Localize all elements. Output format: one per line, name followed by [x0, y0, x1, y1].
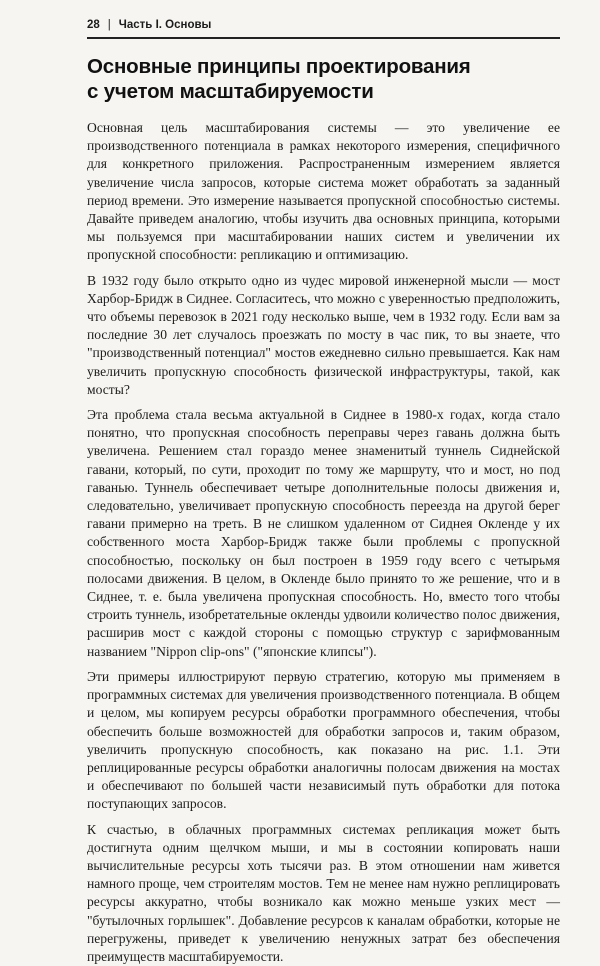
paragraph-4: Эти примеры иллюстрируют первую стратегию, которую мы применяем в программных системах для увеличения производственного потенциала. В общем и целом, мы копируем ресурсы обработки программного обеспечения, чтобы обеспечить больше возможностей для обработки запросов и, таким образом, увеличить пропускную способность, как показано на рис. 1.1. Эти реплицированные ресурсы обработки аналогичны полосам движения на мостах и обеспечивают по большей части независимый путь обработки для потока поступающих запросов.: [87, 668, 560, 812]
running-header: [87, 16, 560, 34]
paragraph-1: Основная цель масштабирования системы — это увеличение ее производственного потенциала в рамках некоторого измерения, специфичного для конкретного приложения. Распространенным измерением является увеличение числа запросов, которые система может обработать за заданный период времени. Это измерение называется пропускной способностью системы. Давайте приведем аналогию, чтобы изучить два основных принципа, которыми мы пользуемся при масштабировании наших систем и увеличении их пропускной способности: репликацию и оптимизацию.: [87, 120, 560, 263]
header-separator: |: [107, 19, 111, 31]
body-text: [87, 119, 560, 966]
paragraph-5: К счастью, в облачных программных системах репликация может быть достигнута одним щелчком мыши, и мы в состоянии копировать наши вычислительные ресурсы хоть тысячи раз. В этом отношении нам живется намного проще, чем строителям мостов. Тем не менее нам нужно реплицировать ресурсы аккуратно, чтобы возникало как можно меньше узких мест — "бутылочных горлышек". Добавление ресурсов к каналам обработки, которые не перегружены, приведет к увеличению ненужных затрат без обеспечения преимуществ масштабируемости.: [87, 821, 560, 964]
header-rule: [87, 37, 560, 39]
section-heading-line1: Основные принципы проектирования: [87, 55, 471, 78]
paragraph-3: Эта проблема стала весьма актуальной в Сиднее в 1980-х годах, когда стало понятно, что пропускная способность переправы через гавань должна быть увеличена. Решением стал гораздо менее знаменитый туннель Сиднейской гавани, который, по сути, проходит по тому же маршруту, что и мост, но под гаванью. Туннель обеспечивает четыре дополнительные полосы движения и, следовательно, увеличивает пропускную способность переезда на другой берег гавани примерно на треть. В не слишком удаленном от Сиднея Окленде у их собственного моста Харбор-Бридж также были проблемы с пропускной способностью, поскольку он был построен в 1959 году всего с четырьмя полосами движения. В целом, в Окленде было принято то же решение, что и в Сиднее, т. е. была увеличена пропускная способность. Но, вместо того чтобы строить туннель, изобретательные окленды удвоили количество полос движения, расширив мост с каждой стороны с помощью структур с зарифмованным названием "Nippon clip-ons" ("японские клипсы").: [87, 407, 560, 659]
page-number: 28: [87, 19, 100, 31]
part-title: Часть I. Основы: [118, 19, 212, 31]
section-heading: [87, 54, 560, 104]
paragraph-2: В 1932 году было открыто одно из чудес мировой инженерной мысли — мост Харбор-Бридж в Сиднее. Согласитесь, что можно с уверенностью предположить, что объемы перевозок в 2021 году несколько выше, чем в 1932 году. Если вам за последние 30 лет случалось проезжать по мосту в час пик, то вы знаете, что "производственный потенциал" мостов ежедневно сильно превышается. Как нам увеличить пропускную способность физической инфраструктуры, такой, как мосты?: [87, 272, 560, 397]
section-heading-line2: с учетом масштабируемости: [87, 80, 374, 103]
